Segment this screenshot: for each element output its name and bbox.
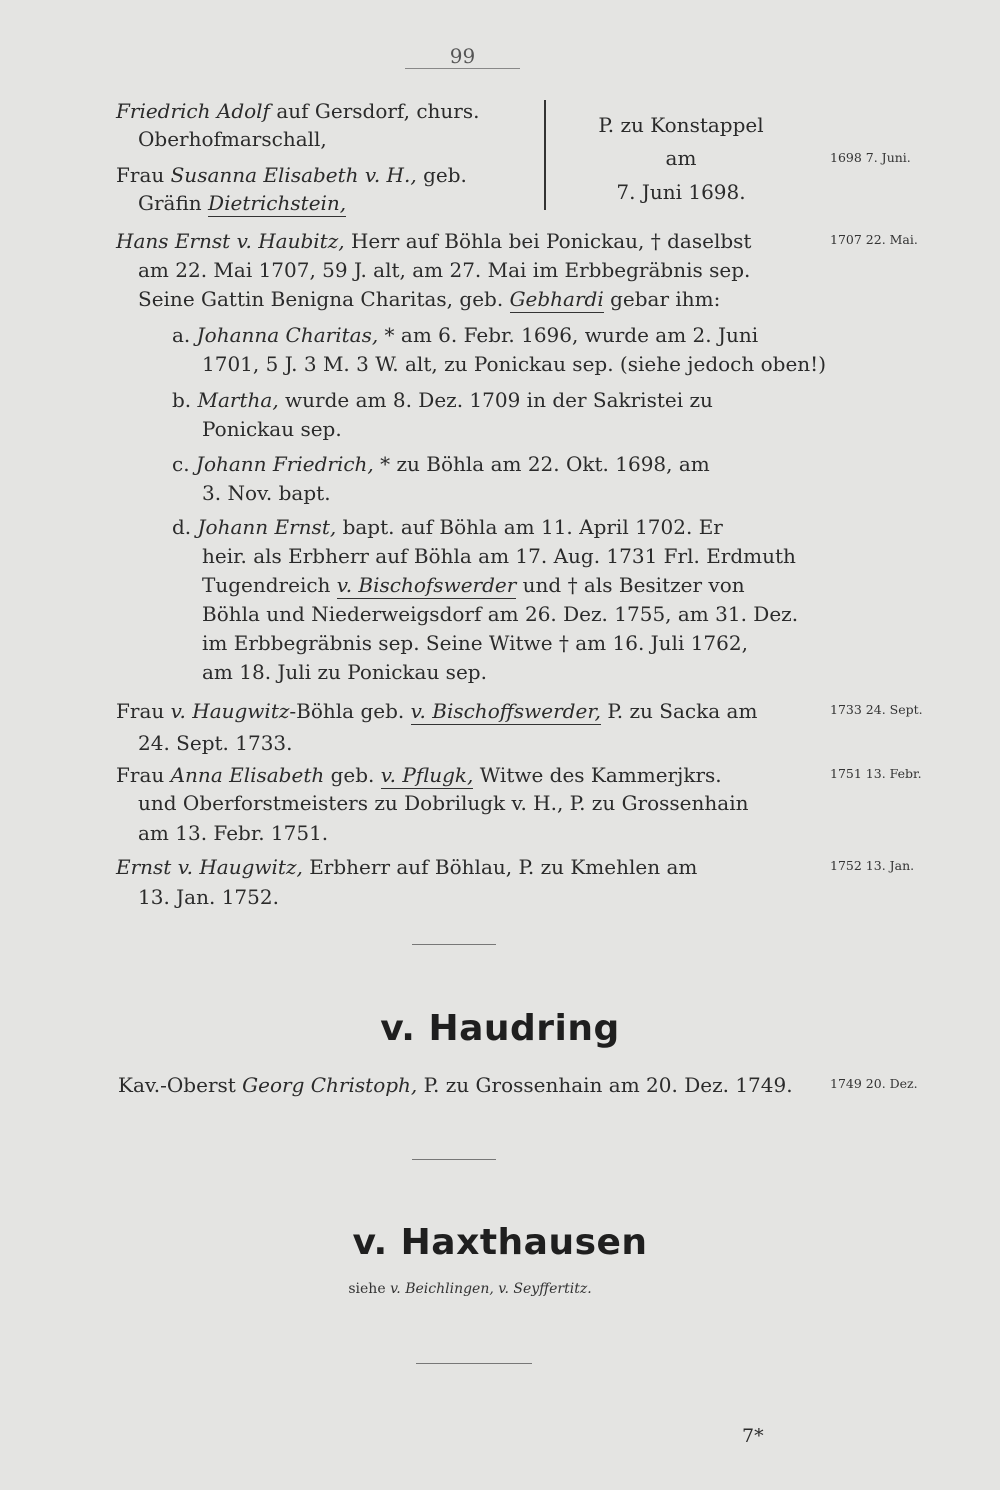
entry1-line3: Frau Susanna Elisabeth v. H., geb. bbox=[116, 163, 467, 187]
entry1-place-line2: am bbox=[665, 146, 697, 170]
entry4-line1: Frau Anna Elisabeth geb. v. Pflugk, Witwe des Kammerjkrs. bbox=[116, 763, 722, 787]
section-separator bbox=[412, 1159, 496, 1160]
child-a-line2: 1701, 5 J. 3 M. 3 W. alt, zu Ponickau sep. (siehe jedoch oben!) bbox=[202, 352, 827, 376]
section-separator bbox=[416, 1363, 532, 1364]
child-a-line1: a. Johanna Charitas, * am 6. Febr. 1696, wurde am 2. Juni bbox=[172, 323, 759, 347]
entry2-line1: Hans Ernst v. Haubitz, Herr auf Böhla bei Ponickau, † daselbst bbox=[116, 229, 752, 253]
child-d-line6: am 18. Juli zu Ponickau sep. bbox=[202, 660, 487, 684]
haudring-line1: Kav.-Oberst Georg Christoph, P. zu Grossenhain am 20. Dez. 1749. bbox=[118, 1073, 793, 1097]
entry4-line3: am 13. Febr. 1751. bbox=[138, 821, 329, 845]
entry2-line2: am 22. Mai 1707, 59 J. alt, am 27. Mai im Erbbegräbnis sep. bbox=[138, 258, 751, 282]
entry1-line2: Oberhofmarschall, bbox=[138, 127, 327, 151]
entry1-place-line3: 7. Juni 1698. bbox=[616, 180, 746, 204]
child-b-line1: b. Martha, wurde am 8. Dez. 1709 in der Sakristei zu bbox=[172, 388, 713, 412]
child-d-line4: Böhla und Niederweigsdorf am 26. Dez. 1755, am 31. Dez. bbox=[202, 602, 799, 626]
child-d-line5: im Erbbegräbnis sep. Seine Witwe † am 16. Juli 1762, bbox=[202, 631, 748, 655]
child-c-line2: 3. Nov. bapt. bbox=[202, 481, 331, 505]
entry5-line2: 13. Jan. 1752. bbox=[138, 885, 279, 909]
child-b-line2: Ponickau sep. bbox=[202, 417, 342, 441]
entry3-line2: 24. Sept. 1733. bbox=[138, 731, 293, 755]
entry4-line2: und Oberforstmeisters zu Dobrilugk v. H., P. zu Grossenhain bbox=[138, 791, 749, 815]
entry2-line3: Seine Gattin Benigna Charitas, geb. Gebhardi gebar ihm: bbox=[138, 287, 721, 311]
entry2-margin-date: 1707 22. Mai. bbox=[830, 232, 918, 247]
entry1-place-line1: P. zu Konstappel bbox=[598, 113, 764, 137]
heading-haxthausen: v. Haxthausen bbox=[352, 1222, 648, 1263]
heading-haudring: v. Haudring bbox=[380, 1008, 620, 1049]
brace bbox=[532, 100, 546, 210]
section-separator bbox=[412, 944, 496, 945]
entry4-margin-date: 1751 13. Febr. bbox=[830, 766, 922, 781]
haudring-margin-date: 1749 20. Dez. bbox=[830, 1076, 918, 1091]
page-number-rule bbox=[405, 68, 520, 69]
entry5-margin-date: 1752 13. Jan. bbox=[830, 858, 915, 873]
haxthausen-note: siehe v. Beichlingen, v. Seyffertitz. bbox=[348, 1281, 592, 1297]
entry1-line4: Gräfin Dietrichstein, bbox=[138, 191, 347, 215]
entry1-margin-date: 1698 7. Juni. bbox=[830, 150, 911, 165]
signature-mark: 7* bbox=[742, 1425, 764, 1447]
entry5-line1: Ernst v. Haugwitz, Erbherr auf Böhlau, P. zu Kmehlen am bbox=[116, 855, 698, 879]
entry1-line1: Friedrich Adolf auf Gersdorf, churs. bbox=[116, 99, 480, 123]
page-number: 99 bbox=[449, 44, 476, 68]
entry3-margin-date: 1733 24. Sept. bbox=[830, 702, 923, 717]
child-d-line1: d. Johann Ernst, bapt. auf Böhla am 11. April 1702. Er bbox=[172, 515, 723, 539]
child-c-line1: c. Johann Friedrich, * zu Böhla am 22. Okt. 1698, am bbox=[172, 452, 710, 476]
entry3-line1: Frau v. Haugwitz-Böhla geb. v. Bischoffswerder, P. zu Sacka am bbox=[116, 699, 758, 723]
child-d-line3: Tugendreich v. Bischofswerder und † als Besitzer von bbox=[202, 573, 745, 597]
child-d-line2: heir. als Erbherr auf Böhla am 17. Aug. 1731 Frl. Erdmuth bbox=[202, 544, 796, 568]
